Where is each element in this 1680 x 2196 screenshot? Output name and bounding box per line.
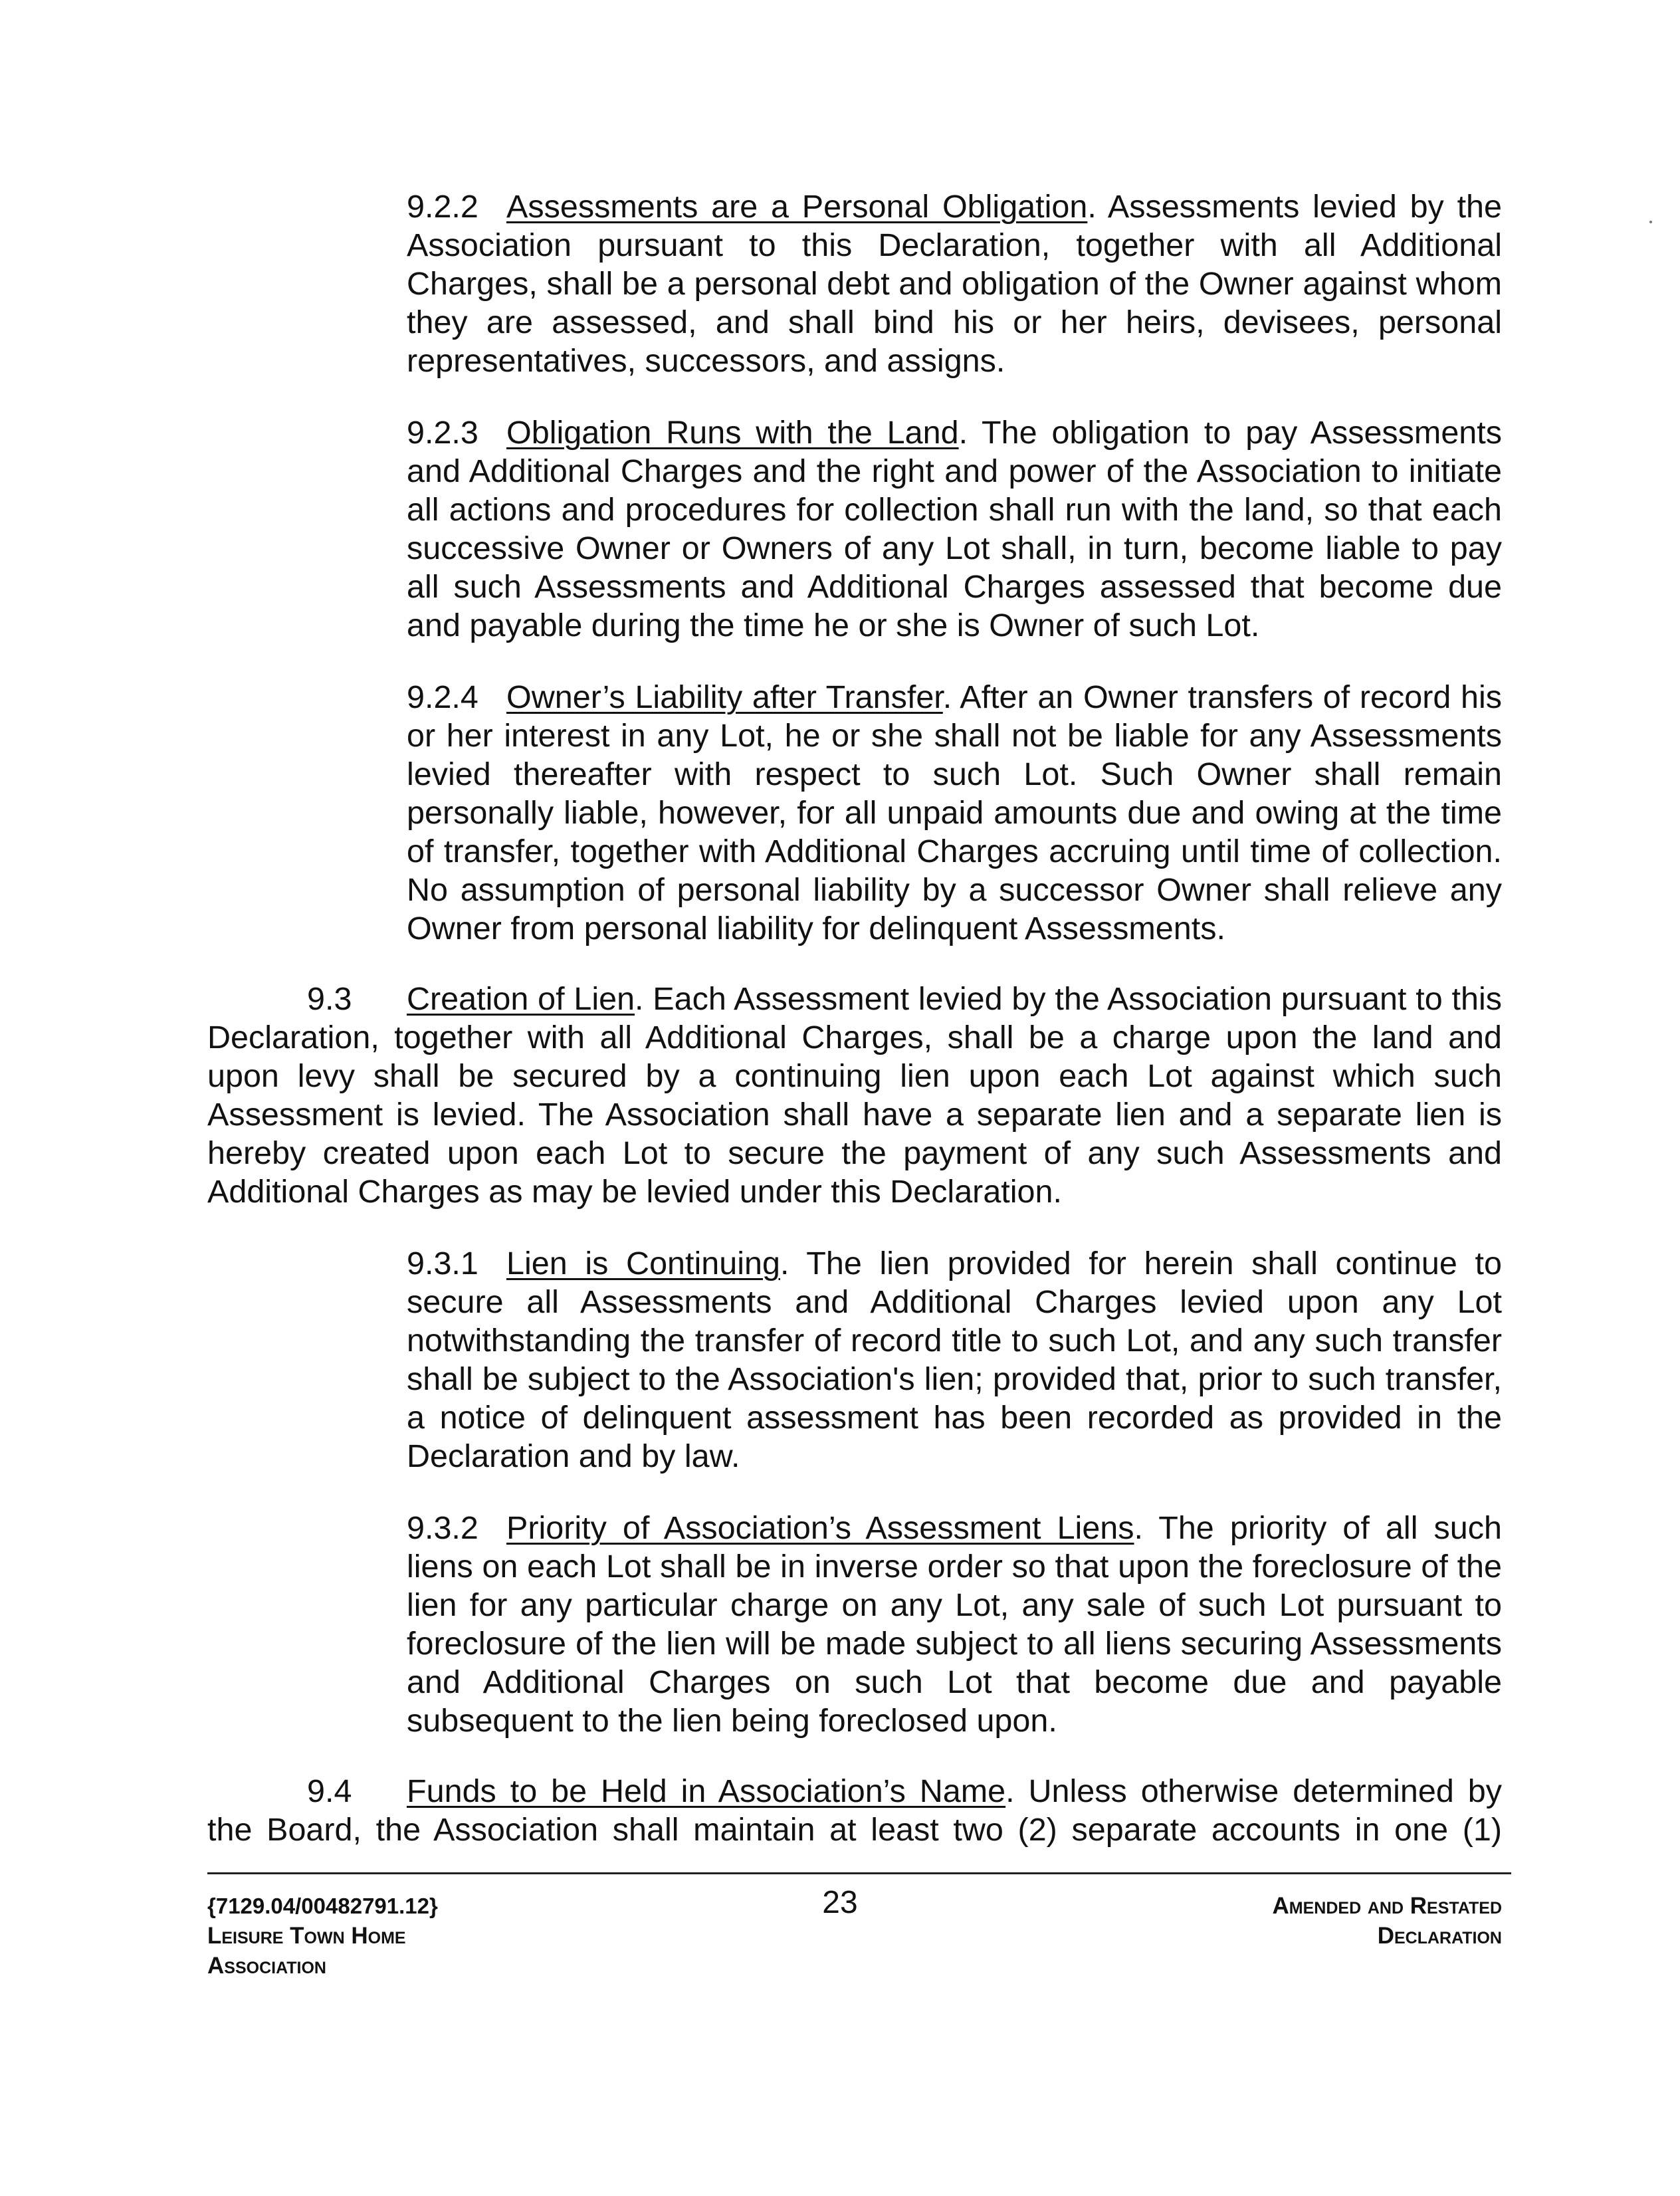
section-number: 9.2.4 (407, 679, 478, 715)
section-9-3-1 (407, 1244, 1502, 1476)
section-body: . Each Assessment levied by the Association pursuant to this Declaration, together with all Additional Charges, shall be a charge upon the land and upon levy shall be secured by a continuing lien upon each Lot against which such Assessment is levied. The Association shall have a separate lien and a separate lien is hereby created upon each Lot to secure the payment of any such Assessments and Additional Charges as may be levied under this Declaration. (207, 981, 1502, 1210)
section-9-2-3 (407, 413, 1502, 645)
section-number: 9.3.2 (407, 1510, 478, 1546)
section-heading: Owner’s Liability after Transfer (506, 679, 943, 715)
section-heading: Priority of Association’s Assessment Liens (506, 1510, 1134, 1546)
page-number: 23 (822, 1885, 858, 1920)
section-body: . The obligation to pay Assessments and Additional Charges and the right and power of the Association to initiate all actions and procedures for collection shall run with the land, so that each successive Owner or Owners of any Lot shall, in turn, become liable to pay all such Assessments and Additional Charges assessed that become due and payable during the time he or she is Owner of such Lot. (407, 415, 1502, 643)
section-number: 9.2.2 (407, 189, 478, 225)
organization-name-line-1: Leisure Town Home (207, 1923, 406, 1949)
document-reference: {7129.04/00482791.12} (207, 1894, 438, 1918)
section-number: 9.4 (307, 1773, 352, 1809)
section-number: 9.3 (307, 981, 352, 1017)
section-body: . Unless otherwise determined by the Board, the Association shall maintain at least two (2) separate accounts in one (1) (207, 1773, 1502, 1848)
section-body: . Assessments levied by the Association pursuant to this Declaration, together with all Additional Charges, shall be a personal debt and obligation of the Owner against whom they are assessed, and shall bind his or her heirs, devisees, personal representatives, successors, and assigns. (407, 189, 1502, 379)
section-9-2-2 (407, 187, 1502, 380)
section-9-3 (207, 980, 1502, 1211)
section-9-3-2 (407, 1509, 1502, 1740)
footer-right-block (1037, 1891, 1502, 1951)
section-heading: Assessments are a Personal Obligation (506, 189, 1088, 225)
section-heading: Creation of Lien (407, 981, 635, 1017)
section-heading: Obligation Runs with the Land (506, 415, 959, 451)
section-body: . The priority of all such liens on each Lot shall be in inverse order so that upon the foreclosure of the lien for any particular charge on any Lot, any sale of such Lot pursuant to foreclosure of the lien will be made subject to all liens securing Assessments and Additional Charges on such Lot that become due and payable subsequent to the lien being foreclosed upon. (407, 1510, 1502, 1739)
scan-speck (1649, 221, 1652, 223)
section-number: 9.3.1 (407, 1246, 478, 1281)
footer-divider (207, 1872, 1511, 1874)
section-heading: Lien is Continuing (506, 1246, 780, 1281)
section-body: . After an Owner transfers of record his or her interest in any Lot, he or she shall not be liable for any Assessments levied thereafter with respect to such Lot. Such Owner shall remain personally liable, however, for all unpaid amounts due and owing at the time of transfer, together with Additional Charges accruing until time of collection. No assumption of personal liability by a successor Owner shall relieve any Owner from personal liability for delinquent Assessments. (407, 679, 1503, 946)
section-9-2-4 (407, 678, 1502, 948)
footer-left-block (207, 1891, 438, 1981)
section-number: 9.2.3 (407, 415, 478, 451)
document-title-line-1: Amended and Restated (1272, 1893, 1502, 1919)
section-heading: Funds to be Held in Association’s Name (407, 1773, 1006, 1809)
section-body: . The lien provided for herein shall continue to secure all Assessments and Additional Charges levied upon any Lot notwithstanding the transfer of record title to such Lot, and any such transfer shall be subject to the Association's lien; provided that, prior to such transfer, a notice of delinquent assessment has been recorded as provided in the Declaration and by law. (407, 1246, 1502, 1474)
section-9-4 (207, 1772, 1502, 1849)
organization-name-line-2: Association (207, 1953, 326, 1979)
document-title-line-2: Declaration (1377, 1923, 1502, 1949)
